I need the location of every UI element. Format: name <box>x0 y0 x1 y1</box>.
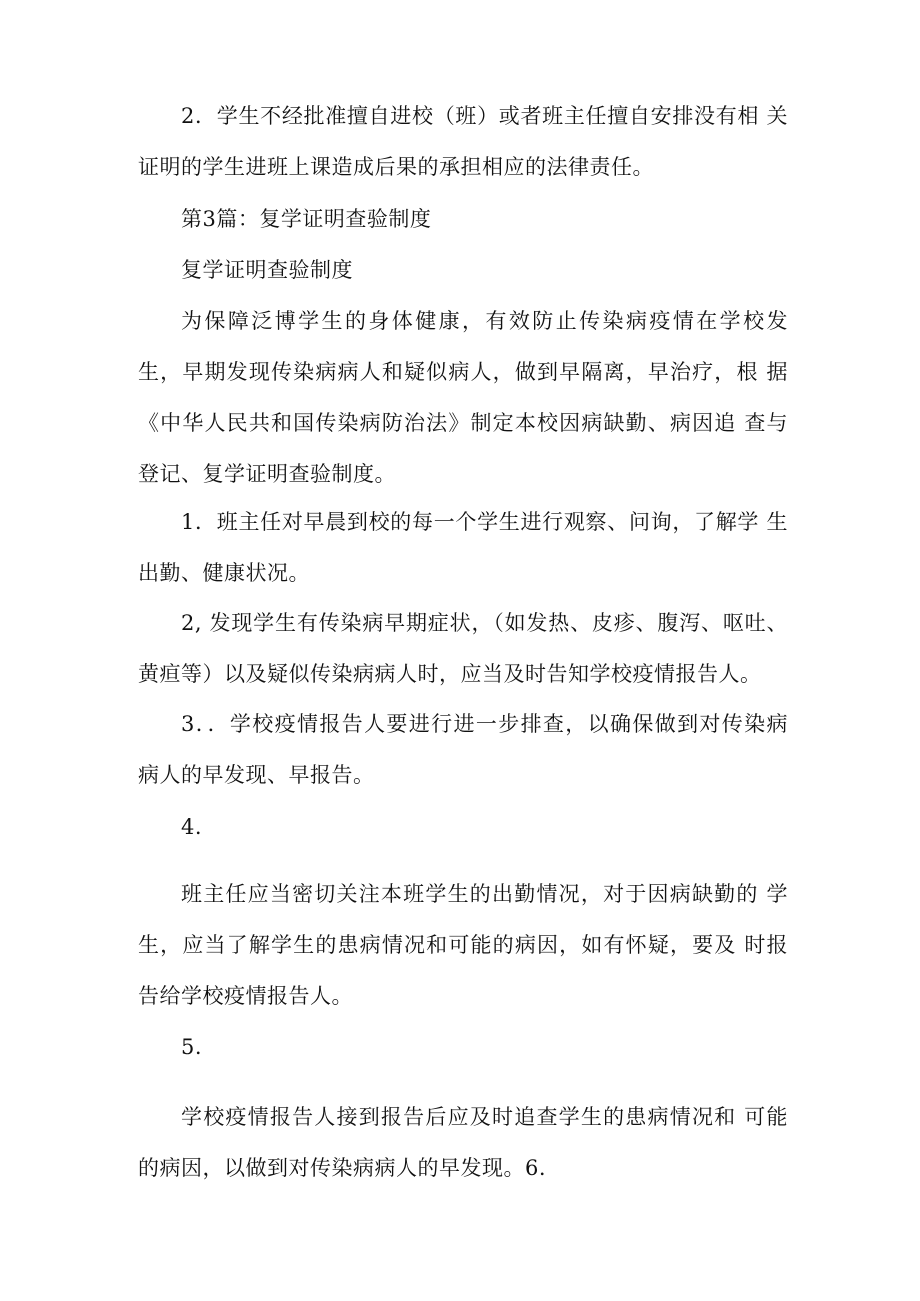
document-title: 复学证明查验制度 <box>181 258 353 282</box>
list-item-1: 1．班主任对早晨到校的每一个学生进行观察、问询，了解学 生出勤、健康状况。 <box>138 510 788 585</box>
list-item-4-number: 4. <box>181 815 203 839</box>
paragraph-intro: 为保障泛博学生的身体健康，有效防止传染病疫情在学校发 生，早期发现传染病病人和疑似病人，做到早隔离，早治疗，根 据《中华人民共和国传染病防治法》制定本校因病缺勤、病因追 查与登记、复学证明查验制度。 <box>138 309 788 486</box>
list-item-3: 3．．学校疫情报告人要进行进一步排查，以确保做到对传染病 病人的早发现、早报告。 <box>138 712 788 787</box>
list-item-5-number: 5. <box>181 1035 203 1059</box>
list-item-2: 2, 发现学生有传染病早期症状，（如发热、皮疹、腹泻、呕吐、黄疸等）以及疑似传染病病人时，应当及时告知学校疫情报告人。 <box>138 611 788 686</box>
section-heading: 第3篇：复学证明查验制度 <box>181 207 432 231</box>
paragraph-legal-responsibility: 2．学生不经批准擅自进校（班）或者班主任擅自安排没有相 关证明的学生进班上课造成后果的承担相应的法律责任。 <box>138 104 788 179</box>
list-item-5-text: 学校疫情报告人接到报告后应及时追查学生的患病情况和 可能的病因，以做到对传染病病人的早发现。6. <box>138 1105 788 1180</box>
list-item-4-text: 班主任应当密切关注本班学生的出勤情况，对于因病缺勤的 学生，应当了解学生的患病情况和可能的病因，如有怀疑，要及 时报告给学校疫情报告人。 <box>138 882 788 1008</box>
